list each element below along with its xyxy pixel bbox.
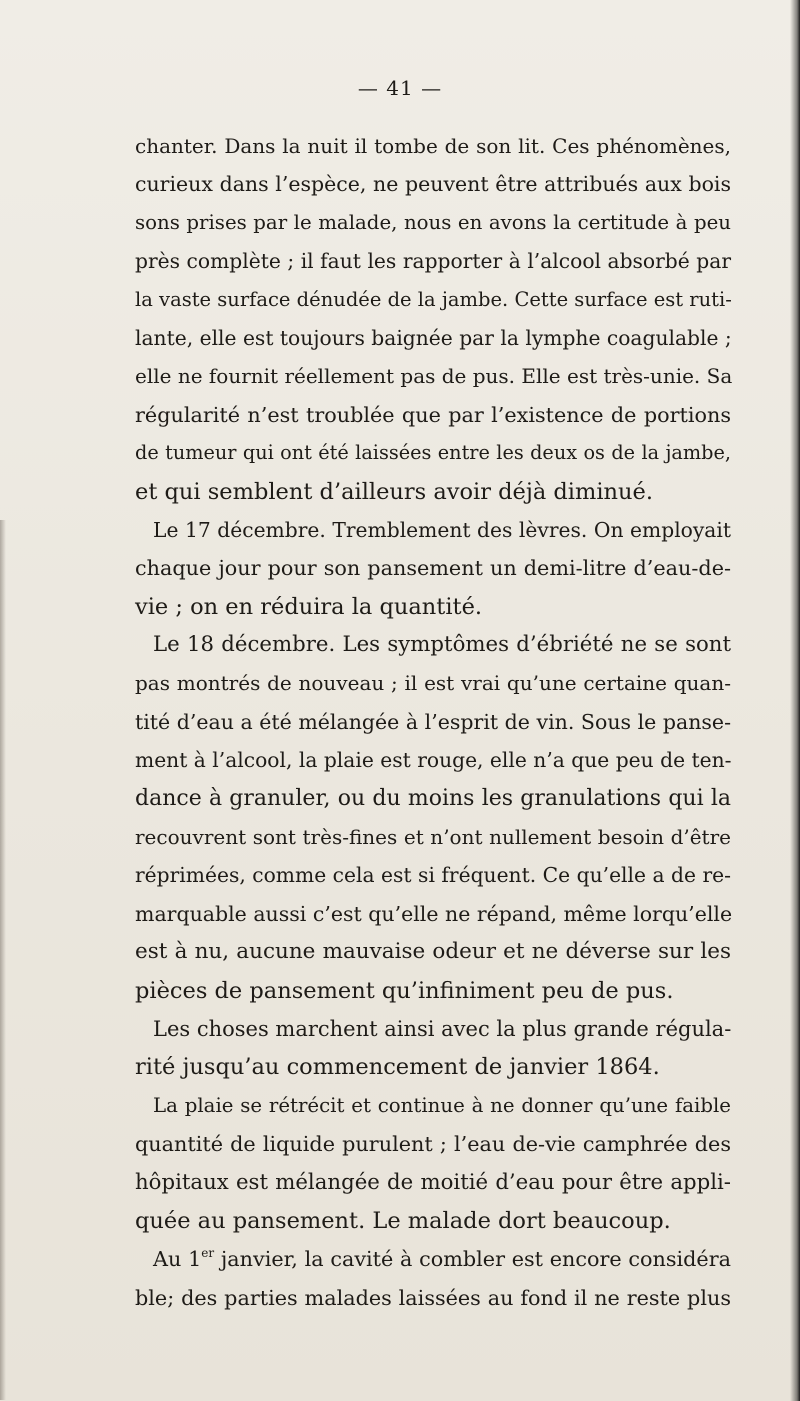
text-line: [135, 242, 731, 280]
text-line-content: quée au pansement. Le malade dort beaucoup.: [135, 1207, 671, 1234]
text-line: [135, 1279, 731, 1317]
text-line: [135, 741, 731, 779]
text-line-content: tité d’eau a été mélangée à l’esprit de vin. Sous le panse-: [135, 709, 731, 734]
text-line: [135, 780, 731, 818]
text-line: [135, 933, 731, 971]
text-line: [135, 319, 731, 357]
text-line: [135, 1240, 731, 1278]
text-line-content: chaque jour pour son pansement un demi-litre d’eau-de-: [135, 556, 731, 581]
text-line-content: curieux dans l’espèce, ne peuvent être attribués aux bois: [135, 172, 731, 197]
text-line: [135, 664, 731, 702]
text-line: [135, 972, 731, 1010]
binding-shadow: [0, 520, 6, 1400]
text-line: [135, 1010, 731, 1048]
text-line: [135, 1048, 731, 1086]
text-line: [135, 357, 731, 395]
text-line-content: rité jusqu’au commencement de janvier 1864.: [135, 1054, 660, 1081]
text-line: [135, 165, 731, 203]
text-line-content: et qui semblent d’ailleurs avoir déjà diminué.: [135, 478, 653, 505]
text-line-content: marquable aussi c’est qu’elle ne répand, même lorqu’elle: [135, 901, 733, 926]
text-line-content: dance à granuler, ou du moins les granulations qui la: [135, 785, 731, 811]
text-line: [135, 434, 731, 472]
superscript: er: [201, 1246, 215, 1261]
text-line-content: quantité de liquide purulent ; l’eau de-vie camphrée des: [135, 1132, 731, 1157]
text-line: [135, 818, 731, 856]
text-line: [135, 895, 731, 933]
text-line: [135, 1202, 731, 1240]
text-line: [135, 511, 731, 549]
text-line: [135, 1125, 731, 1163]
text-line-content: hôpitaux est mélangée de moitié d’eau pour être appli-: [135, 1169, 731, 1195]
text-line: [135, 626, 731, 664]
text-line-content: près complète ; il faut les rapporter à l’alcool absorbé par: [135, 249, 731, 274]
text-line: [135, 1164, 731, 1202]
text-line-content: sons prises par le malade, nous en avons la certitude à peu: [135, 210, 731, 234]
text-line-content: Les choses marchent ainsi avec la plus grande régula-: [153, 1016, 732, 1041]
body-text: [135, 127, 731, 1317]
text-line-content: réprimées, comme cela est si fréquent. Ce qu’elle a de re-: [135, 863, 731, 888]
text-line-content: La plaie se rétrécit et continue à ne donner qu’une faible: [153, 1093, 731, 1117]
text-line: [135, 204, 731, 242]
text-line-content: Au 1: [153, 1247, 202, 1272]
text-line: [135, 473, 731, 511]
page-edge-shadow: [790, 0, 800, 1401]
text-line: [135, 281, 731, 319]
text-line-content: vie ; on en réduira la quantité.: [135, 593, 483, 620]
text-line-continuation: janvier, la cavité à combler est encore considéra: [214, 1247, 732, 1272]
text-line: [135, 127, 731, 165]
text-line-content: la vaste surface dénudée de la jambe. Cette surface est ruti-: [135, 287, 732, 311]
text-line: [135, 396, 731, 434]
page-number: — 41 —: [357, 76, 443, 100]
text-line-content: recouvrent sont très-fines et n’ont nullement besoin d’être: [135, 825, 731, 850]
text-line: [135, 856, 731, 894]
text-line: [135, 1087, 731, 1125]
text-line-content: elle ne fournit réellement pas de pus. Elle est très-unie. Sa: [135, 364, 733, 389]
text-line-content: pas montrés de nouveau ; il est vrai qu’une certaine quan-: [135, 671, 731, 696]
text-line-content: Le 18 décembre. Les symptômes d’ébriété ne se sont: [153, 632, 731, 658]
text-line-content: ment à l’alcool, la plaie est rouge, elle n’a que peu de ten-: [135, 748, 732, 773]
text-line-content: chanter. Dans la nuit il tombe de son lit. Ces phénomènes,: [135, 134, 731, 158]
text-line-content: ble; des parties malades laissées au fond il ne reste plus: [135, 1285, 731, 1310]
text-line: [135, 549, 731, 587]
text-line-content: lante, elle est toujours baignée par la lymphe coagulable ;: [135, 325, 732, 350]
text-line-content: de tumeur qui ont été laissées entre les deux os de la jambe,: [135, 441, 731, 465]
text-line-content: régularité n’est troublée que par l’existence de portions: [135, 402, 731, 427]
text-line: [135, 588, 731, 626]
text-line-content: est à nu, aucune mauvaise odeur et ne déverse sur les: [135, 939, 731, 965]
text-line-content: Le 17 décembre. Tremblement des lèvres. On employait: [153, 517, 731, 542]
text-line-content: pièces de pansement qu’infiniment peu de pus.: [135, 977, 674, 1004]
text-line: [135, 703, 731, 741]
